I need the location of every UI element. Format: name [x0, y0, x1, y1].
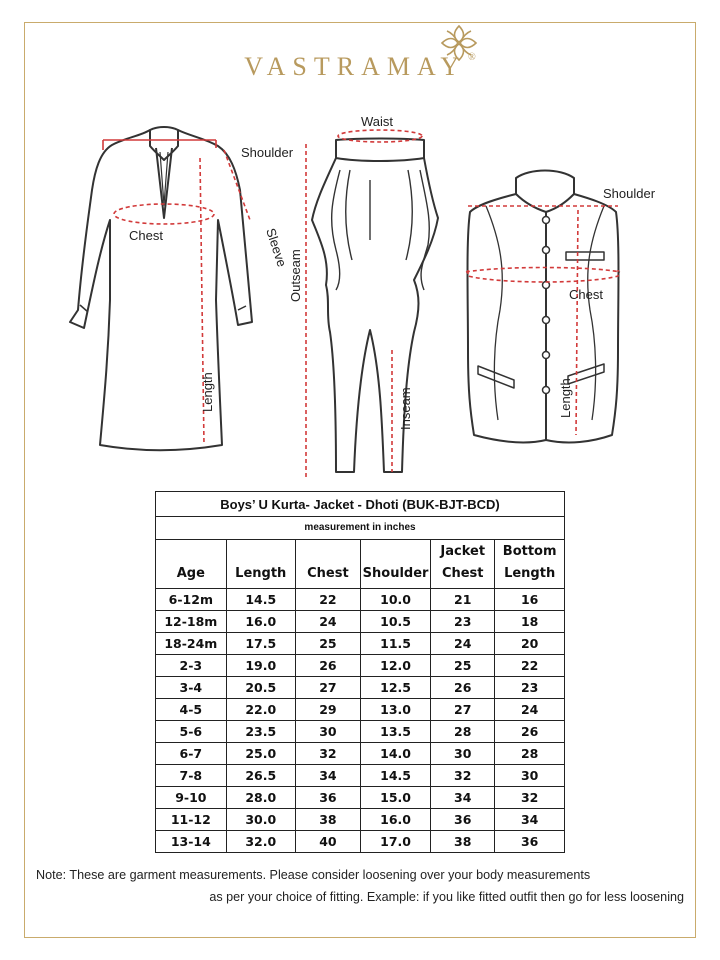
- measurement-cell: 32.0: [226, 831, 295, 853]
- measurement-cell: 25.0: [226, 743, 295, 765]
- measurement-cell: 24: [495, 699, 564, 721]
- measurement-cell: 30.0: [226, 809, 295, 831]
- measurement-cell: 30: [295, 721, 360, 743]
- note-line-1: Note: These are garment measurements. Please consider loosening over your body measurements: [36, 868, 591, 882]
- column-header: Length: [226, 540, 295, 589]
- jacket-shoulder-label: Shoulder: [603, 186, 656, 201]
- measurement-cell: 15.0: [360, 787, 430, 809]
- fitting-note: [36, 864, 684, 908]
- measurement-cell: 36: [495, 831, 564, 853]
- table-subtitle: measurement in inches: [156, 517, 564, 540]
- kurta-sleeve-label: Sleeve: [263, 226, 290, 269]
- brand-name: VASTRAMAY ®: [244, 52, 476, 81]
- dhoti-outseam-label: Outseam: [288, 249, 303, 302]
- dhoti-inseam-label: Inseam: [398, 387, 413, 430]
- measurement-cell: 23: [431, 611, 495, 633]
- table-row: [156, 831, 564, 853]
- dhoti-waist-label: Waist: [361, 114, 394, 129]
- measurement-cell: 23.5: [226, 721, 295, 743]
- measurement-cell: 32: [431, 765, 495, 787]
- measurement-cell: 10.5: [360, 611, 430, 633]
- measurement-cell: 40: [295, 831, 360, 853]
- age-cell: 18-24m: [156, 633, 226, 655]
- column-header: Shoulder: [360, 540, 430, 589]
- measurement-cell: 20: [495, 633, 564, 655]
- measurement-cell: 30: [495, 765, 564, 787]
- measurement-cell: 32: [295, 743, 360, 765]
- kurta-chest-label: Chest: [129, 228, 163, 243]
- table-header-row: [156, 540, 564, 589]
- age-cell: 6-12m: [156, 589, 226, 611]
- measurement-cell: 14.0: [360, 743, 430, 765]
- table-row: [156, 765, 564, 787]
- age-cell: 11-12: [156, 809, 226, 831]
- measurement-cell: 11.5: [360, 633, 430, 655]
- measurement-cell: 14.5: [360, 765, 430, 787]
- kurta-measure-lines: [103, 140, 250, 445]
- measurement-cell: 25: [295, 633, 360, 655]
- measurement-cell: 34: [295, 765, 360, 787]
- table-row: [156, 743, 564, 765]
- note-line-2: as per your choice of fitting. Example: if you like fitted outfit then go for less loosening: [209, 890, 684, 904]
- column-header: Bottom Length: [495, 540, 564, 589]
- table-body: [156, 589, 564, 853]
- measurement-cell: 26: [495, 721, 564, 743]
- measurement-cell: 38: [431, 831, 495, 853]
- measurement-cell: 19.0: [226, 655, 295, 677]
- column-header: Jacket Chest: [431, 540, 495, 589]
- age-cell: 7-8: [156, 765, 226, 787]
- age-cell: 6-7: [156, 743, 226, 765]
- kurta-diagram: [70, 127, 252, 450]
- measurement-cell: 14.5: [226, 589, 295, 611]
- column-header: Chest: [295, 540, 360, 589]
- measurement-cell: 12.0: [360, 655, 430, 677]
- table-row: [156, 677, 564, 699]
- jacket-diagram: [468, 171, 619, 443]
- measurement-cell: 28: [495, 743, 564, 765]
- measurement-cell: 17.0: [360, 831, 430, 853]
- measurement-cell: 28.0: [226, 787, 295, 809]
- measurement-cell: 13.0: [360, 699, 430, 721]
- measurement-cell: 34: [431, 787, 495, 809]
- measurement-cell: 22.0: [226, 699, 295, 721]
- age-cell: 5-6: [156, 721, 226, 743]
- measurement-cell: 26: [295, 655, 360, 677]
- column-header: Age: [156, 540, 226, 589]
- measurement-cell: 34: [495, 809, 564, 831]
- table-row: [156, 721, 564, 743]
- measurement-cell: 17.5: [226, 633, 295, 655]
- measurement-cell: 36: [431, 809, 495, 831]
- measurement-cell: 28: [431, 721, 495, 743]
- measurement-cell: 12.5: [360, 677, 430, 699]
- measurement-cell: 21: [431, 589, 495, 611]
- garment-diagrams: [0, 100, 720, 490]
- kurta-shoulder-label: Shoulder: [241, 145, 294, 160]
- jacket-chest-label: Chest: [569, 287, 603, 302]
- age-cell: 9-10: [156, 787, 226, 809]
- table-row: [156, 809, 564, 831]
- measurement-cell: 16.0: [226, 611, 295, 633]
- size-chart-table: [155, 491, 565, 853]
- measurement-cell: 22: [495, 655, 564, 677]
- table-row: [156, 589, 564, 611]
- measurement-cell: 23: [495, 677, 564, 699]
- measurement-cell: 36: [295, 787, 360, 809]
- dhoti-diagram: [312, 139, 438, 473]
- measurement-cell: 24: [431, 633, 495, 655]
- age-cell: 4-5: [156, 699, 226, 721]
- measurement-cell: 25: [431, 655, 495, 677]
- measurement-cell: 26.5: [226, 765, 295, 787]
- kurta-length-label: Length: [200, 372, 215, 412]
- measurement-cell: 26: [431, 677, 495, 699]
- table-row: [156, 655, 564, 677]
- jacket-length-label: Length: [558, 378, 573, 418]
- age-cell: 2-3: [156, 655, 226, 677]
- measurement-cell: 13.5: [360, 721, 430, 743]
- age-cell: 13-14: [156, 831, 226, 853]
- table-title: Boys’ U Kurta- Jacket - Dhoti (BUK-BJT-BCD): [156, 492, 564, 517]
- measurement-cell: 24: [295, 611, 360, 633]
- measurement-cell: 27: [295, 677, 360, 699]
- measurement-cell: 22: [295, 589, 360, 611]
- size-table: [156, 540, 564, 852]
- table-row: [156, 633, 564, 655]
- age-cell: 12-18m: [156, 611, 226, 633]
- measurement-cell: 38: [295, 809, 360, 831]
- measurement-cell: 18: [495, 611, 564, 633]
- measurement-cell: 29: [295, 699, 360, 721]
- table-row: [156, 787, 564, 809]
- measurement-cell: 30: [431, 743, 495, 765]
- measurement-cell: 10.0: [360, 589, 430, 611]
- measurement-cell: 20.5: [226, 677, 295, 699]
- measurement-cell: 16: [495, 589, 564, 611]
- table-row: [156, 611, 564, 633]
- measurement-cell: 27: [431, 699, 495, 721]
- age-cell: 3-4: [156, 677, 226, 699]
- table-row: [156, 699, 564, 721]
- measurement-cell: 16.0: [360, 809, 430, 831]
- measurement-cell: 32: [495, 787, 564, 809]
